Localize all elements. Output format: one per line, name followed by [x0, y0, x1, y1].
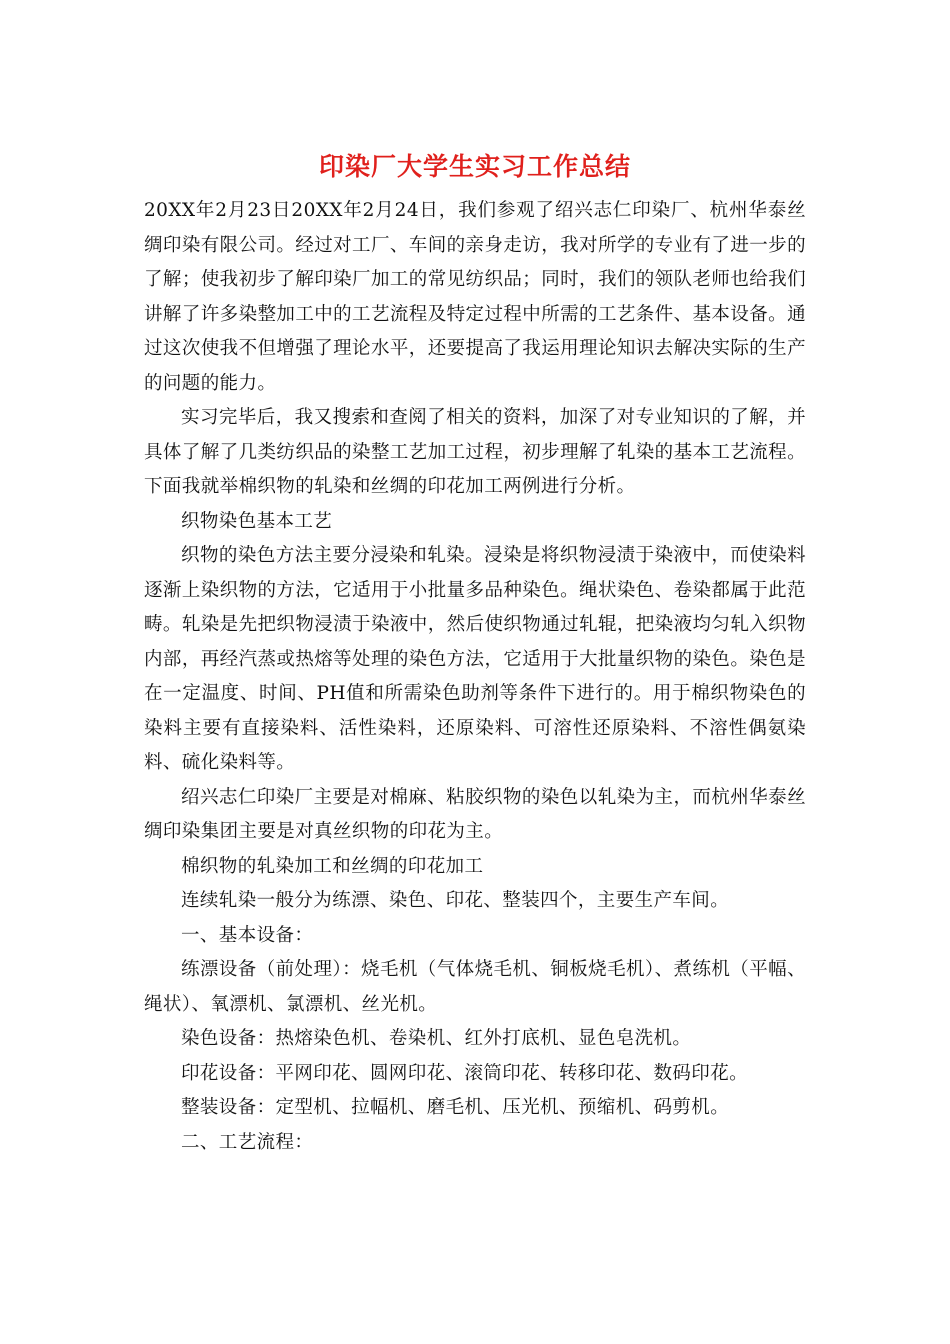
- heading-process-flow: 二、工艺流程：: [181, 1131, 314, 1153]
- item-dyeing-equipment: 染色设备：热熔染色机、卷染机、红外打底机、显色皂洗机。: [181, 1028, 692, 1049]
- document-page: [144, 150, 806, 1160]
- paragraph-factories: 绍兴志仁印染厂主要是对棉麻、粘胶织物的染色以轧染为主，而杭州华泰丝绸印染集团主要是对真丝织物的印花为主。: [144, 786, 806, 842]
- item-finishing-equipment: 整装设备：定型机、拉幅机、磨毛机、压光机、预缩机、码剪机。: [181, 1097, 730, 1118]
- heading-basic-equipment: 一、基本设备：: [181, 924, 314, 946]
- item-pretreatment-equipment: 练漂设备（前处理）：烧毛机（气体烧毛机、铜板烧毛机）、煮练机（平幅、绳状）、氧漂机、氯漂机、丝光机。: [144, 959, 806, 1015]
- item-printing-equipment: 印花设备：平网印花、圆网印花、滚筒印花、转移印花、数码印花。: [181, 1062, 749, 1084]
- paragraph-after-internship: 实习完毕后，我又搜索和查阅了相关的资料，加深了对专业知识的了解，并具体了解了几类纺织品的染整工艺加工过程，初步理解了轧染的基本工艺流程。下面我就举棉织物的轧染和丝绸的印花加工两例进行分析。: [144, 407, 806, 497]
- heading-padding-printing: 棉织物的轧染加工和丝绸的印花加工: [181, 855, 484, 877]
- document-title: 印染厂大学生实习工作总结: [318, 152, 631, 181]
- paragraph-intro: 20XX年2月23日20XX年2月24日，我们参观了绍兴志仁印染厂、杭州华泰丝绸印染有限公司。经过对工厂、车间的亲身走访，我对所学的专业有了进一步的了解；使我初步了解印染厂加工的常见纺织品；同时，我们的领队老师也给我们讲解了许多染整加工中的工艺流程及特定过程中所需的工艺条件、基本设备。通过这次使我不但增强了理论水平，还要提高了我运用理论知识去解决实际的生产的问题的能力。: [144, 200, 806, 394]
- paragraph-workshops: 连续轧染一般分为练漂、染色、印花、整装四个，主要生产车间。: [181, 890, 730, 911]
- heading-dyeing-process: 织物染色基本工艺: [181, 510, 333, 532]
- paragraph-dyeing-methods: 织物的染色方法主要分浸染和轧染。浸染是将织物浸渍于染液中，而使染料逐渐上染织物的方法，它适用于小批量多品种染色。绳状染色、卷染都属于此范畴。轧染是先把织物浸渍于染液中，然后使织物通过轧辊，把染液均匀轧入织物内部，再经汽蒸或热熔等处理的染色方法，它适用于大批量织物的染色。染色是在一定温度、时间、PH值和所需染色助剂等条件下进行的。用于棉织物染色的染料主要有直接染料、活性染料，还原染料、可溶性还原染料、不溶性偶氨染料、硫化染料等。: [144, 545, 806, 773]
